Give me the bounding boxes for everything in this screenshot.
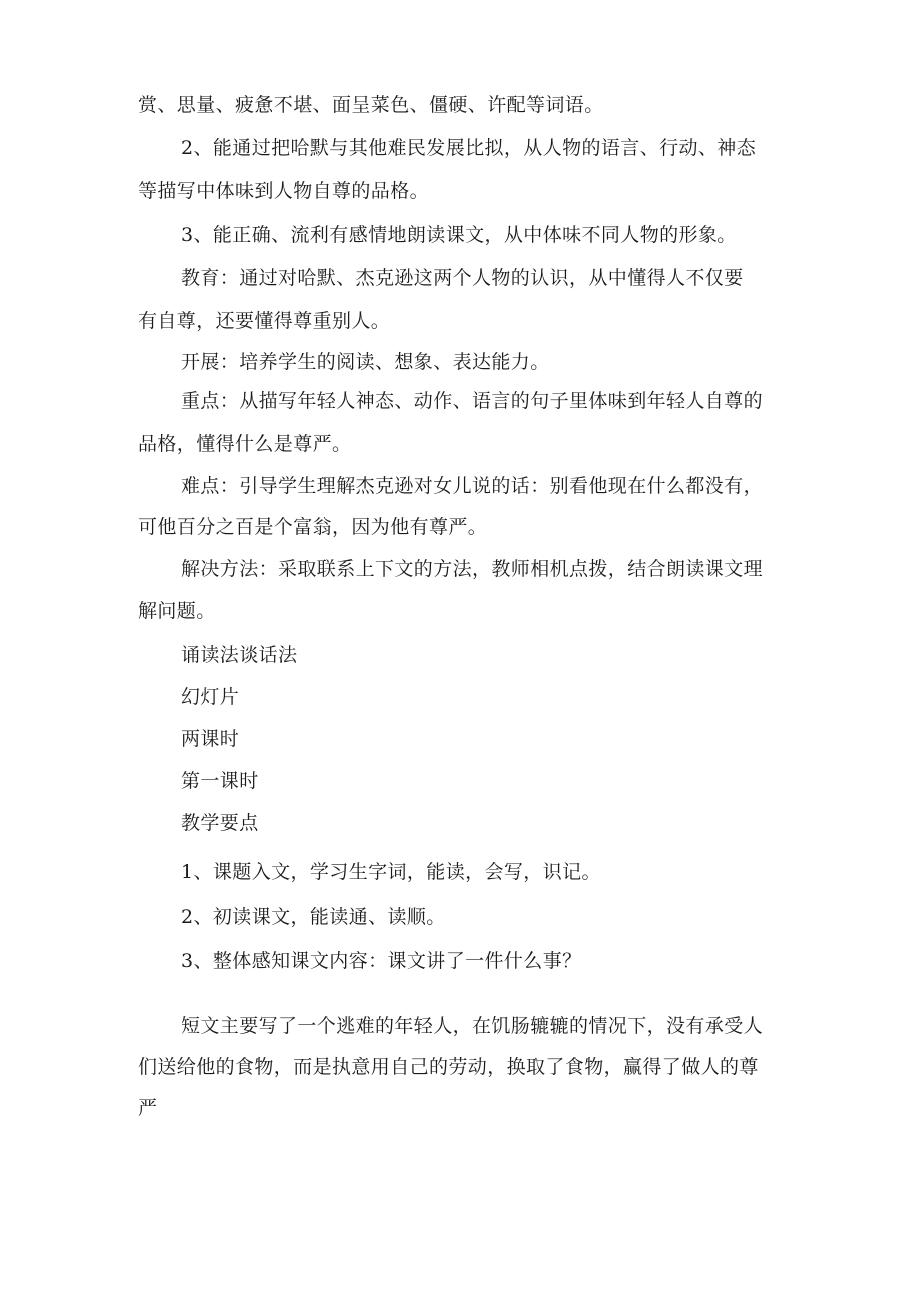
- text-line: 诵读法谈话法: [181, 644, 298, 666]
- text-line: 短文主要写了一个逃难的年轻人，在饥肠辘辘的情况下，没有承受人: [181, 1015, 764, 1037]
- text-line: 第一课时: [181, 770, 259, 792]
- text-line: 1、课题入文，学习生字词，能读，会写，识记。: [181, 861, 601, 883]
- text-line: 解决方法：采取联系上下文的方法，教师相机点拨，结合朗读课文理: [181, 558, 764, 580]
- text-line: 严: [138, 1097, 158, 1119]
- text-line: 2、能通过把哈默与其他难民发展比拟，从人物的语言、行动、神态: [181, 137, 757, 159]
- text-line: 品格，懂得什么是尊严。: [138, 433, 352, 455]
- text-line: 两课时: [181, 728, 240, 750]
- text-line: 教育：通过对哈默、杰克逊这两个人物的认识，从中懂得人不仅要: [181, 267, 744, 289]
- text-line: 解问题。: [138, 600, 216, 622]
- text-line: 等描写中体味到人物自尊的品格。: [138, 180, 430, 202]
- text-line: 赏、思量、疲惫不堪、面呈菜色、僵硬、许配等词语。: [138, 94, 604, 116]
- text-line: 幻灯片: [181, 686, 240, 708]
- text-line: 有自尊，还要懂得尊重别人。: [138, 310, 391, 332]
- text-line: 们送给他的食物，而是执意用自己的劳动，换取了食物，赢得了做人的尊: [138, 1056, 759, 1078]
- text-line: 2、初读课文，能读通、读顺。: [181, 906, 446, 928]
- text-line: 3、能正确、流利有感情地朗读课文，从中体味不同人物的形象。: [181, 224, 737, 246]
- text-line: 3、整体感知课文内容：课文讲了一件什么事？: [181, 950, 582, 972]
- text-line: 开展：培养学生的阅读、想象、表达能力。: [181, 351, 550, 373]
- text-line: 难点：引导学生理解杰克逊对女儿说的话：别看他现在什么都没有，: [181, 475, 764, 497]
- text-line: 教学要点: [181, 812, 259, 834]
- text-line: 可他百分之百是个富翁，因为他有尊严。: [138, 516, 488, 538]
- text-line: 重点：从描写年轻人神态、动作、语言的句子里体味到年轻人自尊的: [181, 390, 764, 412]
